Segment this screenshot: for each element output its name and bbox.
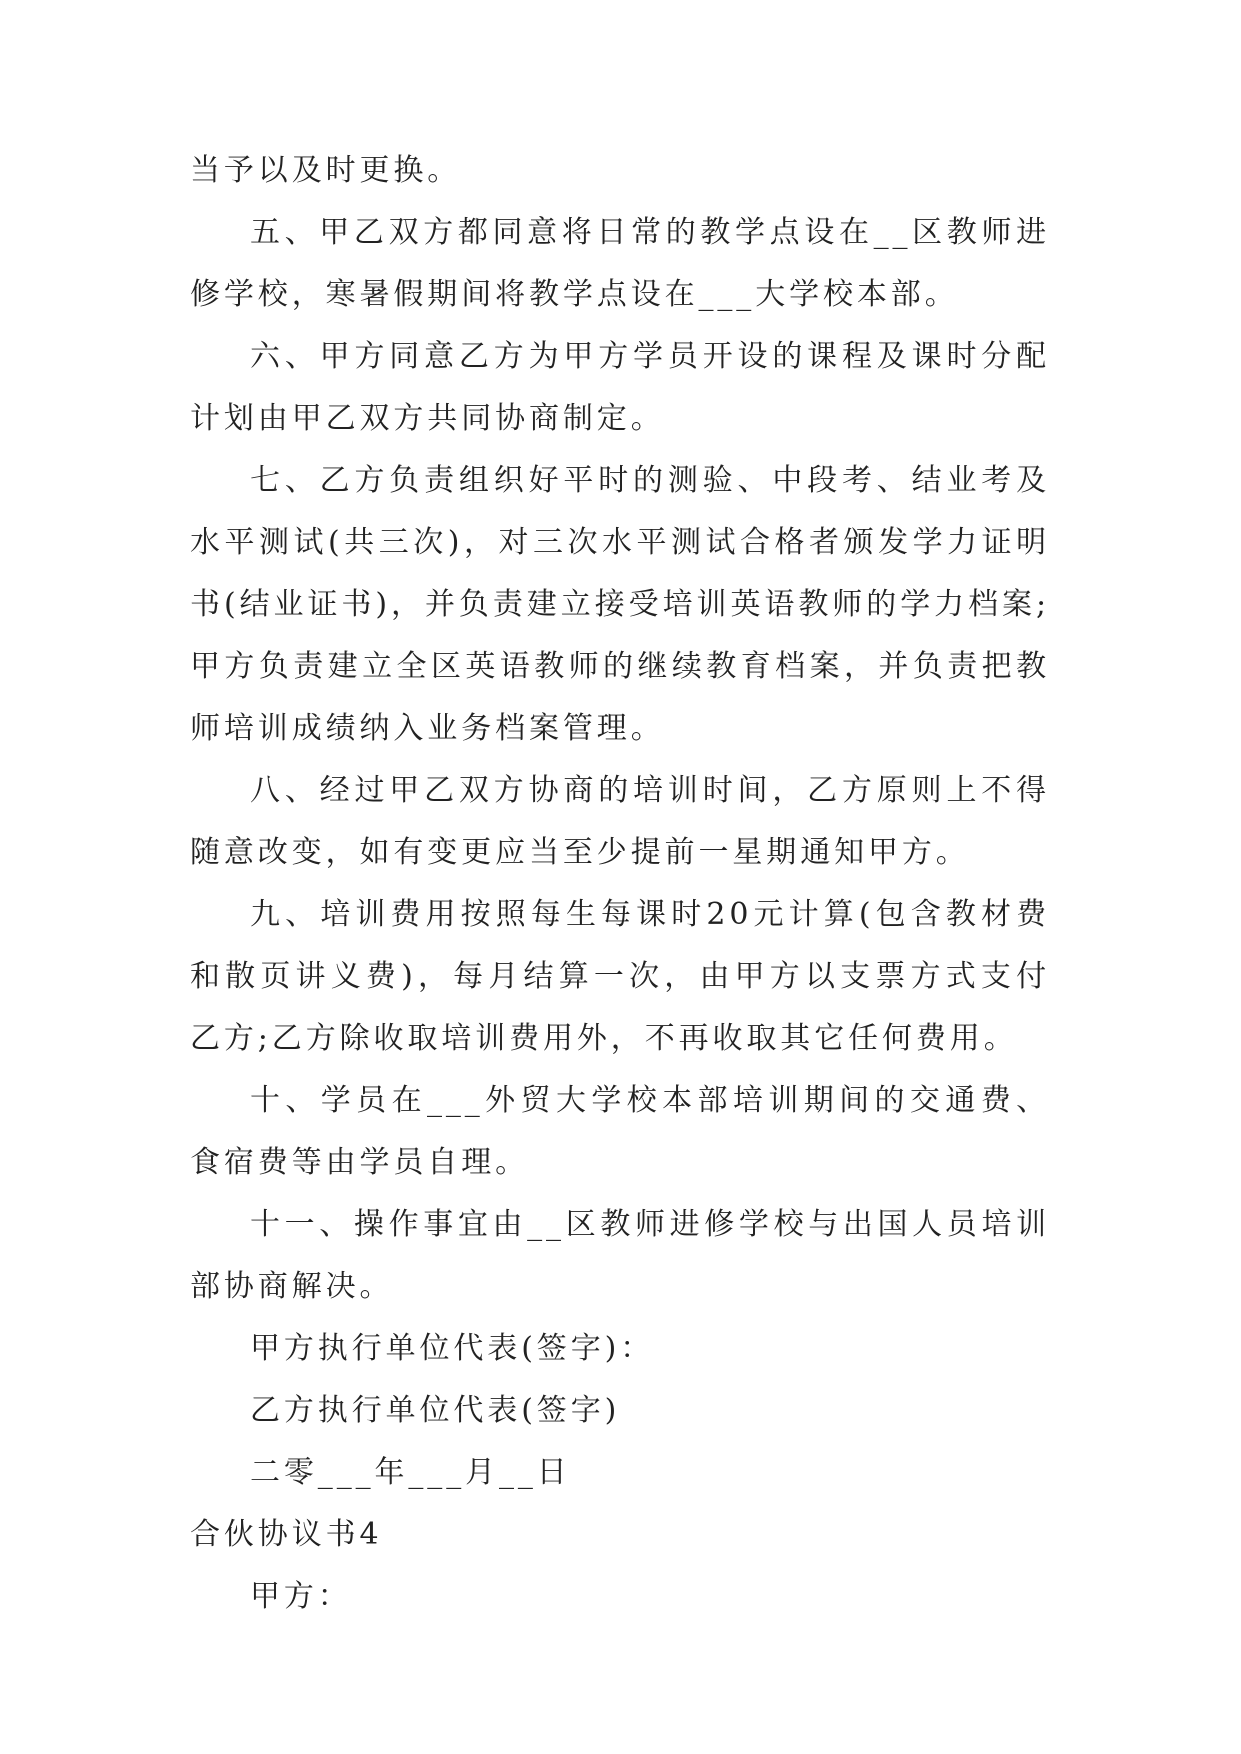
party-a-label: 甲方： — [250, 1579, 352, 1614]
clause-11: 十一、操作事宜由__区教师进修学校与出国人员培训部协商解决。 — [190, 1207, 1050, 1304]
clause-7: 七、乙方负责组织好平时的测验、中段考、结业考及水平测试(共三次)，对三次水平测试合格者颁发学力证明书(结业证书)，并负责建立接受培训英语教师的学力档案;甲方负责建立全区英语教师的继续教育档案，并负责把教师培训成绩纳入业务档案管理。 — [190, 463, 1050, 746]
clause-6: 六、甲方同意乙方为甲方学员开设的课程及课时分配计划由甲乙双方共同协商制定。 — [190, 339, 1050, 436]
document-page — [190, 140, 1050, 1628]
clause-10: 十、学员在___外贸大学校本部培训期间的交通费、食宿费等由学员自理。 — [190, 1083, 1050, 1180]
clause-8: 八、经过甲乙双方协商的培训时间，乙方原则上不得随意改变，如有变更应当至少提前一星期通知甲方。 — [190, 773, 1050, 870]
section-title: 合伙协议书4 — [190, 1517, 383, 1552]
continuation-text: 当予以及时更换。 — [190, 153, 462, 188]
clause-5: 五、甲乙双方都同意将日常的教学点设在__区教师进修学校，寒暑假期间将教学点设在___大学校本部。 — [190, 215, 1050, 312]
signature-party-a: 甲方执行单位代表(签字)： — [250, 1331, 655, 1366]
signature-party-b: 乙方执行单位代表(签字) — [250, 1393, 621, 1428]
date-line: 二零___年___月__日 — [250, 1455, 571, 1490]
clause-9: 九、培训费用按照每生每课时20元计算(包含教材费和散页讲义费)，每月结算一次，由甲方以支票方式支付乙方;乙方除收取培训费用外，不再收取其它任何费用。 — [190, 897, 1050, 1056]
